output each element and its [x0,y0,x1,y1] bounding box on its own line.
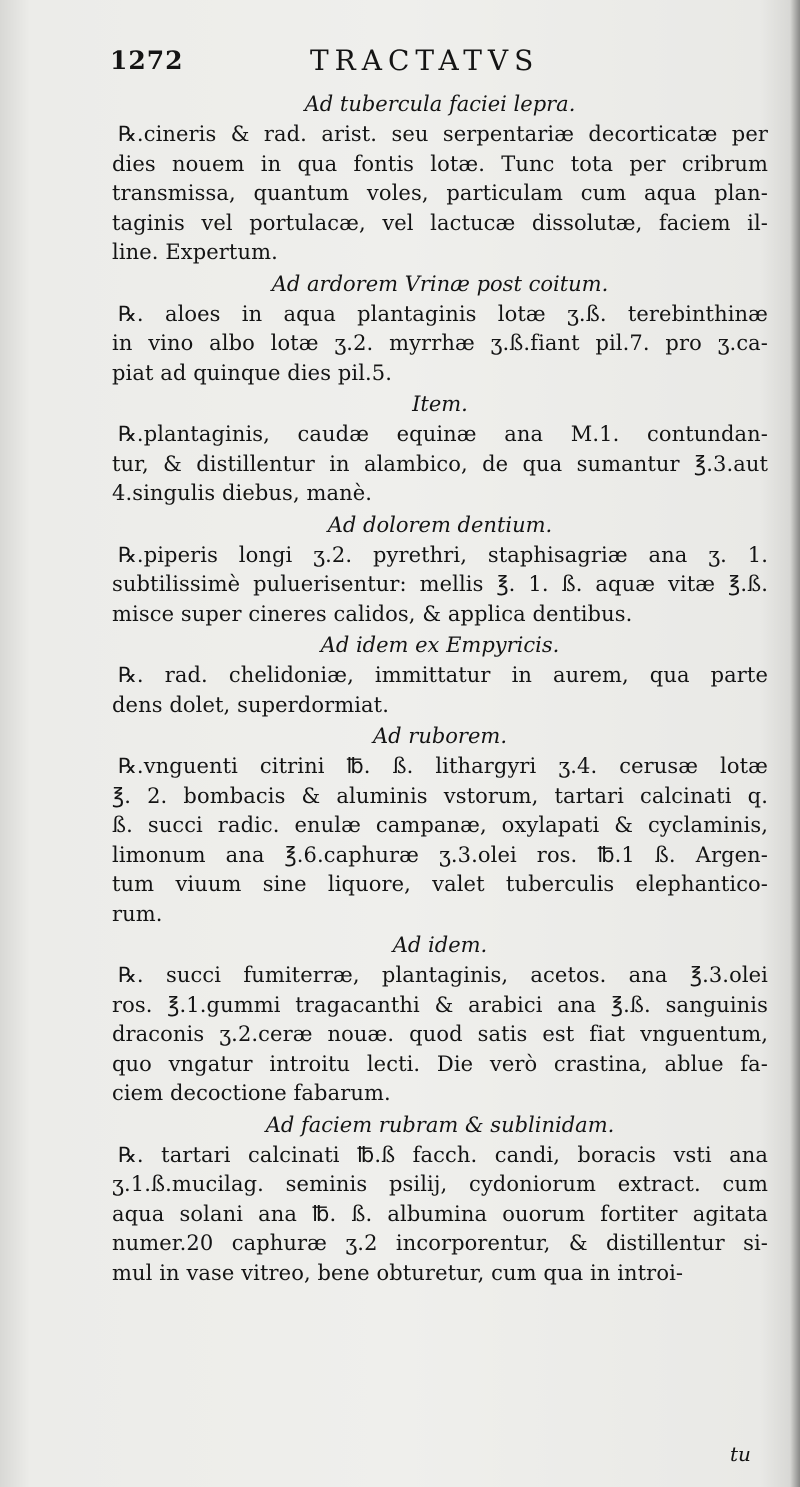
recipe-section [112,720,768,929]
text-line: tum viuum sine liquore, valet tuberculis elephantico- [112,872,768,896]
text-line: aqua solani ana ℔. ß. albumina ouorum fortiter agitata [112,1201,768,1226]
text-line: dies nouem in qua fontis lotæ. Tunc tota per cribrum [112,151,768,176]
section-heading: Ad tubercula faciei lepra. [304,92,576,116]
text-line: numer.20 caphuræ ʒ.2 incorporentur, & distillentur si- [112,1231,768,1255]
text-line: line. Expertum. [112,240,278,264]
recipe-section [112,509,768,630]
section-heading: Item. [412,392,468,416]
text-line: ℞.vnguenti citrini ℔. ß. lithargyri ʒ.4. cerusæ lotæ [118,754,768,778]
text-line: ʒ.1.ß.mucilag. seminis psilij, cydoniorum extract. cum [112,1172,768,1196]
text-line: ℞.plantaginis, caudæ equinæ ana M.1. contundan- [118,422,768,446]
recipe-section [112,1109,768,1289]
section-heading: Ad ruborem. [373,724,507,748]
running-title: TRACTATVS [310,44,540,77]
text-line: in vino albo lotæ ʒ.2. myrrhæ ʒ.ß.fiant pil.7. pro ʒ.ca- [112,331,768,355]
text-line: tur, & distillentur in alambico, de qua sumantur ℥.3.aut [112,451,768,476]
text-line: ℞. aloes in aqua plantaginis lotæ ʒ.ß. terebinthinæ [118,301,768,326]
text-body [112,88,768,1288]
section-heading: Ad faciem rubram & sublinidam. [265,1112,615,1137]
text-line: mul in vase vitreo, bene obturetur, cum qua in introi- [112,1260,684,1285]
text-line: ℞.cineris & rad. arist. seu serpentariæ decorticatæ per [118,122,768,146]
text-line: quo vngatur introitu lecti. Die verò crastina, ablue fa- [112,1051,768,1076]
text-line: ros. ℥.1.gummi tragacanthi & arabici ana ℥.ß. sanguinis [112,992,768,1017]
section-heading: Ad ardorem Vrinæ post coitum. [271,271,609,296]
section-heading: Ad idem ex Empyricis. [320,633,560,657]
text-line: ℥. 2. bombacis & aluminis vstorum, tartari calcinati q. [112,783,768,808]
text-line: 4.singulis diebus, manè. [112,481,373,505]
recipe-section [112,88,768,268]
text-line: draconis ʒ.2.ceræ nouæ. quod satis est fiat vnguentum, [112,1022,768,1046]
text-line: transmissa, quantum voles, particulam cum aqua plan- [112,181,768,205]
recipe-section [112,268,768,389]
page-header [110,46,770,86]
recipe-section [112,929,768,1109]
text-line: taginis vel portulacæ, vel lactucæ dissolutæ, faciem il- [112,210,768,235]
text-line: ß. succi radic. enulæ campanæ, oxylapati & cyclaminis, [112,813,768,837]
text-line: subtilissimè puluerisentur: mellis ℥. 1. ß. aquæ vitæ ℥.ß. [112,572,768,596]
text-line: ℞. succi fumiterræ, plantaginis, acetos. ana ℥.3.olei [118,963,768,987]
page-number: 1272 [110,46,184,75]
recipe-section [112,388,768,509]
recipe-section [112,629,768,720]
section-heading: Ad dolorem dentium. [327,512,553,537]
catchword: tu [730,1442,751,1466]
text-line: rum. [112,901,163,926]
text-line: ℞. tartari calcinati ℔.ß facch. candi, boracis vsti ana [118,1142,768,1167]
text-line: ℞. rad. chelidoniæ, immittatur in aurem, qua parte [118,663,768,687]
text-line: ciem decoctione fabarum. [112,1081,391,1105]
text-line: limonum ana ℥.6.caphuræ ʒ.3.olei ros. ℔.1 ß. Argen- [112,842,768,867]
text-line: dens dolet, superdormiat. [112,692,389,717]
text-line: piat ad quinque dies pil.5. [112,360,393,385]
section-heading: Ad idem. [392,933,488,957]
text-line: ℞.piperis longi ʒ.2. pyrethri, staphisagriæ ana ʒ. 1. [118,542,768,567]
page-edge-shadow [790,0,800,1487]
text-line: misce super cineres calidos, & applica dentibus. [112,601,633,626]
